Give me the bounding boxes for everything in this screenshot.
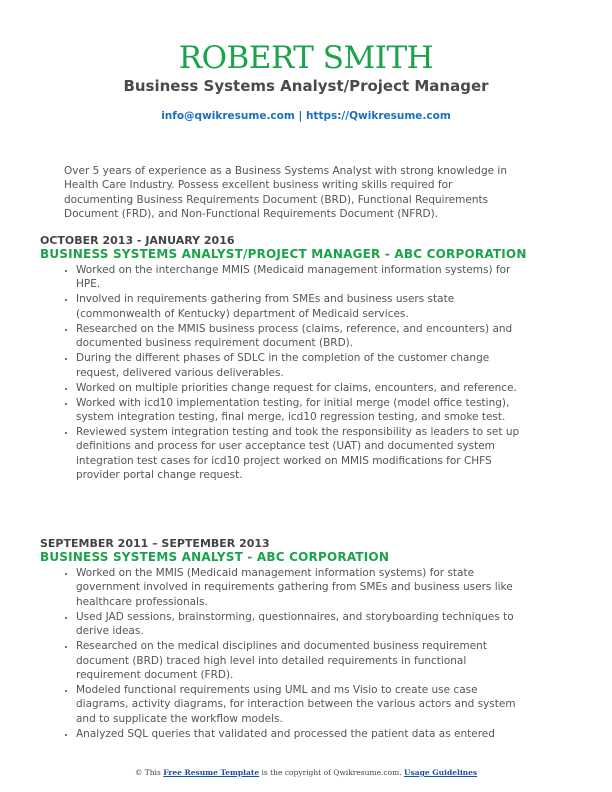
candidate-title: Business Systems Analyst/Project Manager <box>123 77 489 95</box>
list-item: ▪ Worked on the interchange MMIS (Medicaid management information systems) for HPE. <box>76 263 526 292</box>
job-title: BUSINESS SYSTEMS ANALYST - ABC CORPORATION <box>40 550 390 564</box>
list-item: ▪ Used JAD sessions, brainstorming, questionnaires, and storyboarding techniques to derive ideas. <box>76 610 526 639</box>
footer <box>0 768 612 777</box>
job-dates: SEPTEMBER 2011 – SEPTEMBER 2013 <box>40 537 270 550</box>
list-item: ▪ During the different phases of SDLC in the completion of the customer change request, delivered various deliverables. <box>76 351 526 380</box>
list-item: ▪ Reviewed system integration testing and took the responsibility as leaders to set up definitions and process for user acceptance test (UAT) and documented system integration test cases for icd10 project worked on MMIS modifications for CHFS provider portal change request. <box>76 425 526 483</box>
list-item: ▪ Worked on multiple priorities change request for claims, encounters, and reference. <box>76 381 526 395</box>
list-item: ▪ Modeled functional requirements using UML and ms Visio to create use case diagrams, activity diagrams, for interaction between the various actors and system and to supplicate the workflow models. <box>76 683 526 726</box>
bullet-list <box>40 566 526 741</box>
list-item: ▪ Involved in requirements gathering from SMEs and business users state (commonwealth of Kentucky) department of Medicaid services. <box>76 292 526 321</box>
list-item: ▪ Researched on the MMIS business process (claims, reference, and encounters) and documented business requirement document (BRD). <box>76 322 526 351</box>
candidate-name: ROBERT SMITH <box>178 40 434 76</box>
list-item: ▪ Researched on the medical disciplines and documented business requirement document (BRD) traced high level into detailed requirements in functional requirement document (FRD). <box>76 639 526 682</box>
footer-copyright: is the copyright of Qwikresume.com. <box>261 768 402 777</box>
free-resume-template-link[interactable]: Free Resume Template <box>163 768 260 777</box>
job-dates: OCTOBER 2013 - JANUARY 2016 <box>40 234 235 247</box>
summary: Over 5 years of experience as a Business Systems Analyst with strong knowledge in Health Care Industry. Possess excellent business writing skills required for documenting Business Requirements Document (BRD), Functional Requirements Document (FRD), and Non-Functional Requirements Document (NFRD). <box>64 165 507 221</box>
usage-guidelines-link[interactable]: Usage Guidelines <box>404 768 478 777</box>
list-item: ▪ Analyzed SQL queries that validated and processed the patient data as entered <box>76 727 526 741</box>
contact-info[interactable]: info@qwikresume.com | https://Qwikresume.com <box>161 110 451 122</box>
list-item: ▪ Worked with icd10 implementation testing, for initial merge (model office testing), system integration testing, final merge, icd10 regression testing, and smoke test. <box>76 396 526 425</box>
experience-2 <box>40 537 560 742</box>
experience-1 <box>40 234 560 483</box>
job-title: BUSINESS SYSTEMS ANALYST/PROJECT MANAGER - ABC CORPORATION <box>40 247 527 261</box>
footer-prefix: © This <box>134 768 161 777</box>
list-item: ▪ Worked on the MMIS (Medicaid management information systems) for state government involved in requirements gathering from SMEs and business users like healthcare professionals. <box>76 566 526 609</box>
bullet-list <box>40 263 526 483</box>
